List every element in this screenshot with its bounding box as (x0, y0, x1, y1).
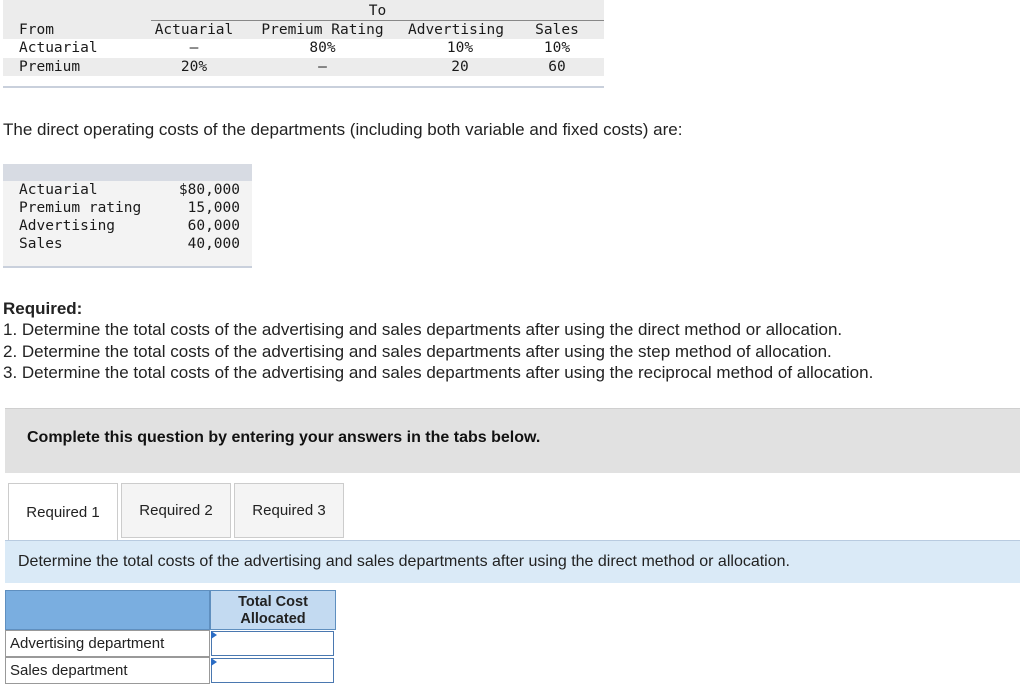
cost-label-advertising: Advertising (19, 218, 116, 234)
tab-required-3-label: Required 3 (252, 502, 326, 519)
answer-row-sales (5, 657, 336, 684)
col-header-actuarial: Actuarial (154, 22, 234, 38)
allocation-bottom-rule (3, 86, 604, 88)
direct-costs-bottom-rule (3, 266, 252, 268)
answer-label-sales: Sales department (5, 657, 210, 684)
instruction-box (5, 408, 1020, 473)
direct-costs-header-band (3, 164, 252, 181)
cost-value-actuarial: $80,000 (178, 182, 240, 198)
tab-required-2[interactable] (121, 483, 231, 538)
cost-label-premium-rating: Premium rating (19, 200, 142, 216)
cost-label-actuarial: Actuarial (19, 182, 98, 198)
cost-value-advertising: 60,000 (187, 218, 240, 234)
cost-label-sales: Sales (19, 236, 63, 252)
col-header-advertising: Advertising (407, 22, 505, 38)
answer-column-header: Total Cost Allocated (210, 590, 336, 630)
cell-premium-premium: — (318, 59, 327, 75)
cost-value-premium-rating: 15,000 (187, 200, 240, 216)
row-label-premium: Premium (19, 59, 81, 75)
required-item-3: 3. Determine the total costs of the advertising and sales departments after using the reciprocal method of allocation. (3, 363, 874, 382)
col-header-premium-rating: Premium Rating (261, 22, 384, 38)
question-banner (5, 540, 1020, 583)
tab-required-1[interactable] (8, 483, 118, 540)
row-label-actuarial: Actuarial (19, 40, 98, 56)
tab-required-2-label: Required 2 (139, 502, 213, 519)
to-label: To (368, 3, 387, 19)
direct-costs-intro: The direct operating costs of the departments (including both variable and fixed costs) are: (3, 120, 683, 139)
cell-actuarial-advertising: 10% (446, 40, 474, 56)
advertising-total-cost-input[interactable] (211, 631, 334, 656)
cell-premium-sales: 60 (548, 59, 566, 75)
required-item-1: 1. Determine the total costs of the advertising and sales departments after using the direct method or allocation. (3, 320, 843, 339)
tab-required-3[interactable] (234, 483, 344, 538)
input-marker-icon (211, 631, 217, 639)
instruction-text: Complete this question by entering your answers in the tabs below. (27, 429, 541, 446)
answer-row-advertising (5, 630, 336, 657)
cost-value-sales: 40,000 (187, 236, 240, 252)
from-label: From (19, 22, 54, 38)
required-heading: Required: (3, 299, 83, 318)
question-text: Determine the total costs of the advertising and sales departments after using the direct method or allocation. (18, 553, 790, 570)
cell-actuarial-premium: 80% (309, 40, 336, 56)
cell-actuarial-sales: 10% (543, 40, 571, 56)
answer-header-blank (5, 590, 210, 630)
required-item-2: 2. Determine the total costs of the advertising and sales departments after using the step method of allocation. (3, 342, 832, 361)
col-header-sales: Sales (535, 22, 579, 38)
cell-actuarial-actuarial: — (189, 40, 199, 56)
allocation-table (3, 0, 604, 92)
tab-required-1-label: Required 1 (26, 503, 100, 521)
cell-premium-advertising: 20 (451, 59, 469, 75)
sales-total-cost-input[interactable] (211, 658, 334, 683)
answer-table (5, 590, 336, 687)
answer-label-advertising: Advertising department (5, 630, 210, 657)
direct-costs-table (3, 164, 252, 270)
cell-premium-actuarial: 20% (180, 59, 208, 75)
input-marker-icon (211, 658, 217, 666)
